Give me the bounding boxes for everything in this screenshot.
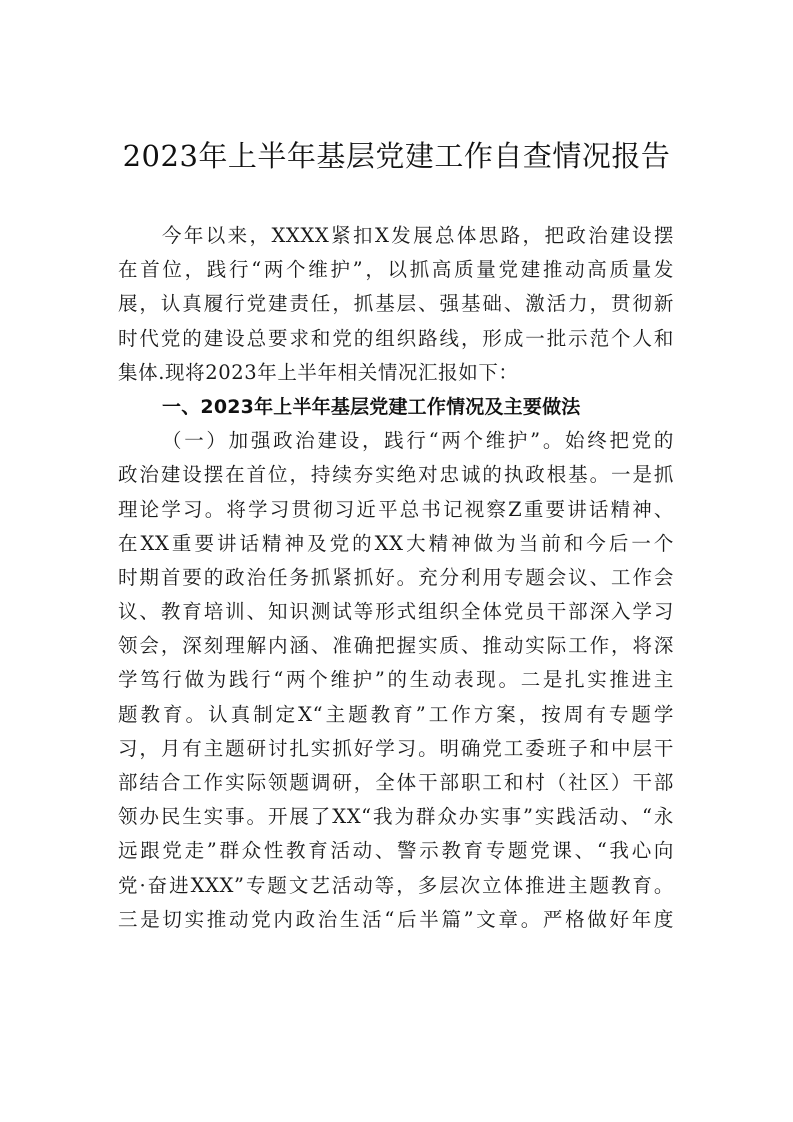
intro-paragraph-line: 今年以来，XXXX紧扣X发展总体思路，把政治建设摆 [162,224,674,247]
section1-paragraph-line: 党·奋进XXX”专题文艺活动等，多层次立体推进主题教育。 [118,873,674,897]
section-heading-1: 一、2023年上半年基层党建工作情况及主要做法 [162,395,581,418]
section1-paragraph-line: 政治建设摆在首位，持续夯实绝对忠诚的执政根基。一是抓 [118,463,674,487]
section1-paragraph-line: 理论学习。将学习贯彻习近平总书记视察Z重要讲话精神、 [118,497,674,521]
section1-paragraph-line: 远跟党走”群众性教育活动、警示教育专题党课、“我心向 [118,839,674,863]
intro-paragraph-line: 集体.现将2023年上半年相关情况汇报如下： [118,360,519,384]
section1-paragraph-line: 题教育。认真制定X“主题教育”工作方案，按周有专题学 [118,702,674,726]
section1-paragraph-line: 在XX重要讲话精神及党的XX大精神做为当前和今后一个 [118,531,674,555]
section1-paragraph-line: 学笃行做为践行“两个维护”的生动表现。二是扎实推进主 [118,668,674,692]
document-body [118,219,674,937]
section1-paragraph-line: 议、教育培训、知识测试等形式组织全体党员干部深入学习 [118,600,674,624]
section1-paragraph-line: 部结合工作实际领题调研，全体干部职工和村（社区）干部 [118,771,674,794]
section1-paragraph-line: 领办民生实事。开展了XX“我为群众办实事”实践活动、“永 [118,805,674,829]
intro-paragraph-line: 在首位，践行“两个维护”，以抓高质量党建推动高质量发 [118,258,674,282]
document-title: 2023年上半年基层党建工作自查情况报告 [122,139,671,173]
intro-paragraph-line: 展，认真履行党建责任，抓基层、强基础、激活力，贯彻新 [118,292,674,316]
section1-paragraph-line: 领会，深刻理解内涵、准确把握实质、推动实际工作，将深 [118,634,674,658]
section1-paragraph-line: 时期首要的政治任务抓紧抓好。充分利用专题会议、工作会 [118,565,674,589]
intro-paragraph-line: 时代党的建设总要求和党的组织路线，形成一批示范个人和 [118,326,674,350]
section1-paragraph-line: 三是切实推动党内政治生活“后半篇”文章。严格做好年度 [118,907,674,931]
section1-paragraph-line: （一）加强政治建设，践行“两个维护”。始终把党的 [162,429,674,453]
section1-paragraph-line: 习，月有主题研讨扎实抓好学习。明确党工委班子和中层干 [118,736,674,760]
